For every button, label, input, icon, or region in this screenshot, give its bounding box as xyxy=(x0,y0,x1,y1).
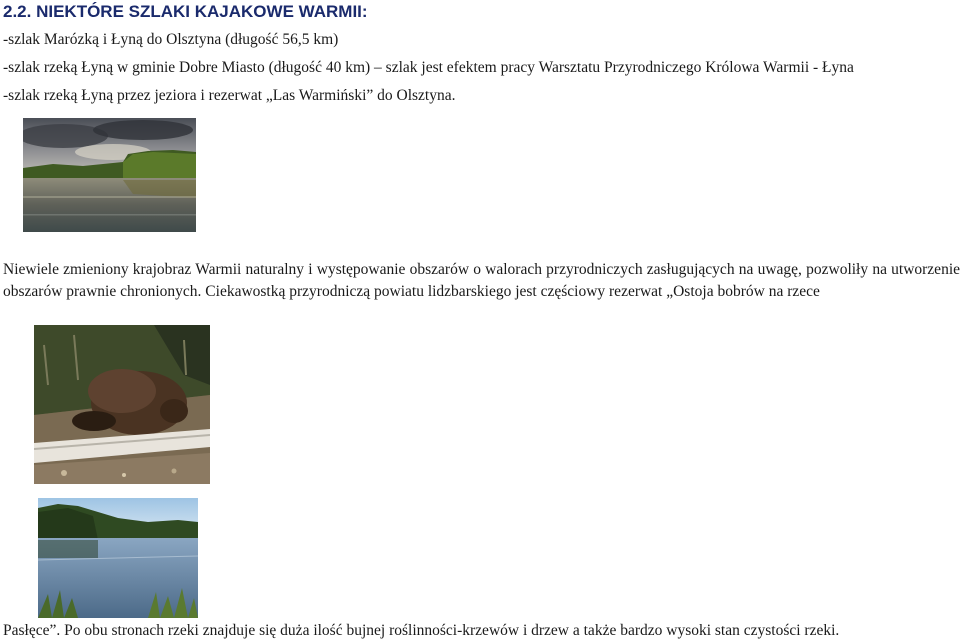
route-item-2: -szlak rzeką Łyną w gminie Dobre Miasto (długość 40 km) – szlak jest efektem pracy Warsztatu Przyrodniczego Królowa Warmii - Łyna xyxy=(3,59,854,76)
river-photo xyxy=(38,498,198,618)
route-item-1: -szlak Marózką i Łyną do Olsztyna (długość 56,5 km) xyxy=(3,31,339,48)
beaver-photo xyxy=(34,325,210,484)
section-heading: 2.2. NIEKTÓRE SZLAKI KAJAKOWE WARMII: xyxy=(3,2,368,21)
paragraph-river-description: Pasłęce”. Po obu stronach rzeki znajduje się duża ilość bujnej roślinności-krzewów i drzew a także bardzo wysoki stan czystości rzeki. xyxy=(3,622,840,639)
lake-photo xyxy=(23,118,196,232)
paragraph-protected-areas: Niewiele zmieniony krajobraz Warmii naturalny i występowanie obszarów o walorach przyrodniczych zasługujących na uwagę, pozwoliły na utworzenie obszarów prawnie chronionych. Ciekawostką przyrodniczą powiatu lidzbarskiego jest częściowy rezerwat „Ostoja bobrów na rzece xyxy=(3,261,960,300)
route-item-3: -szlak rzeką Łyną przez jeziora i rezerwat „Las Warmiński” do Olsztyna. xyxy=(3,87,456,104)
